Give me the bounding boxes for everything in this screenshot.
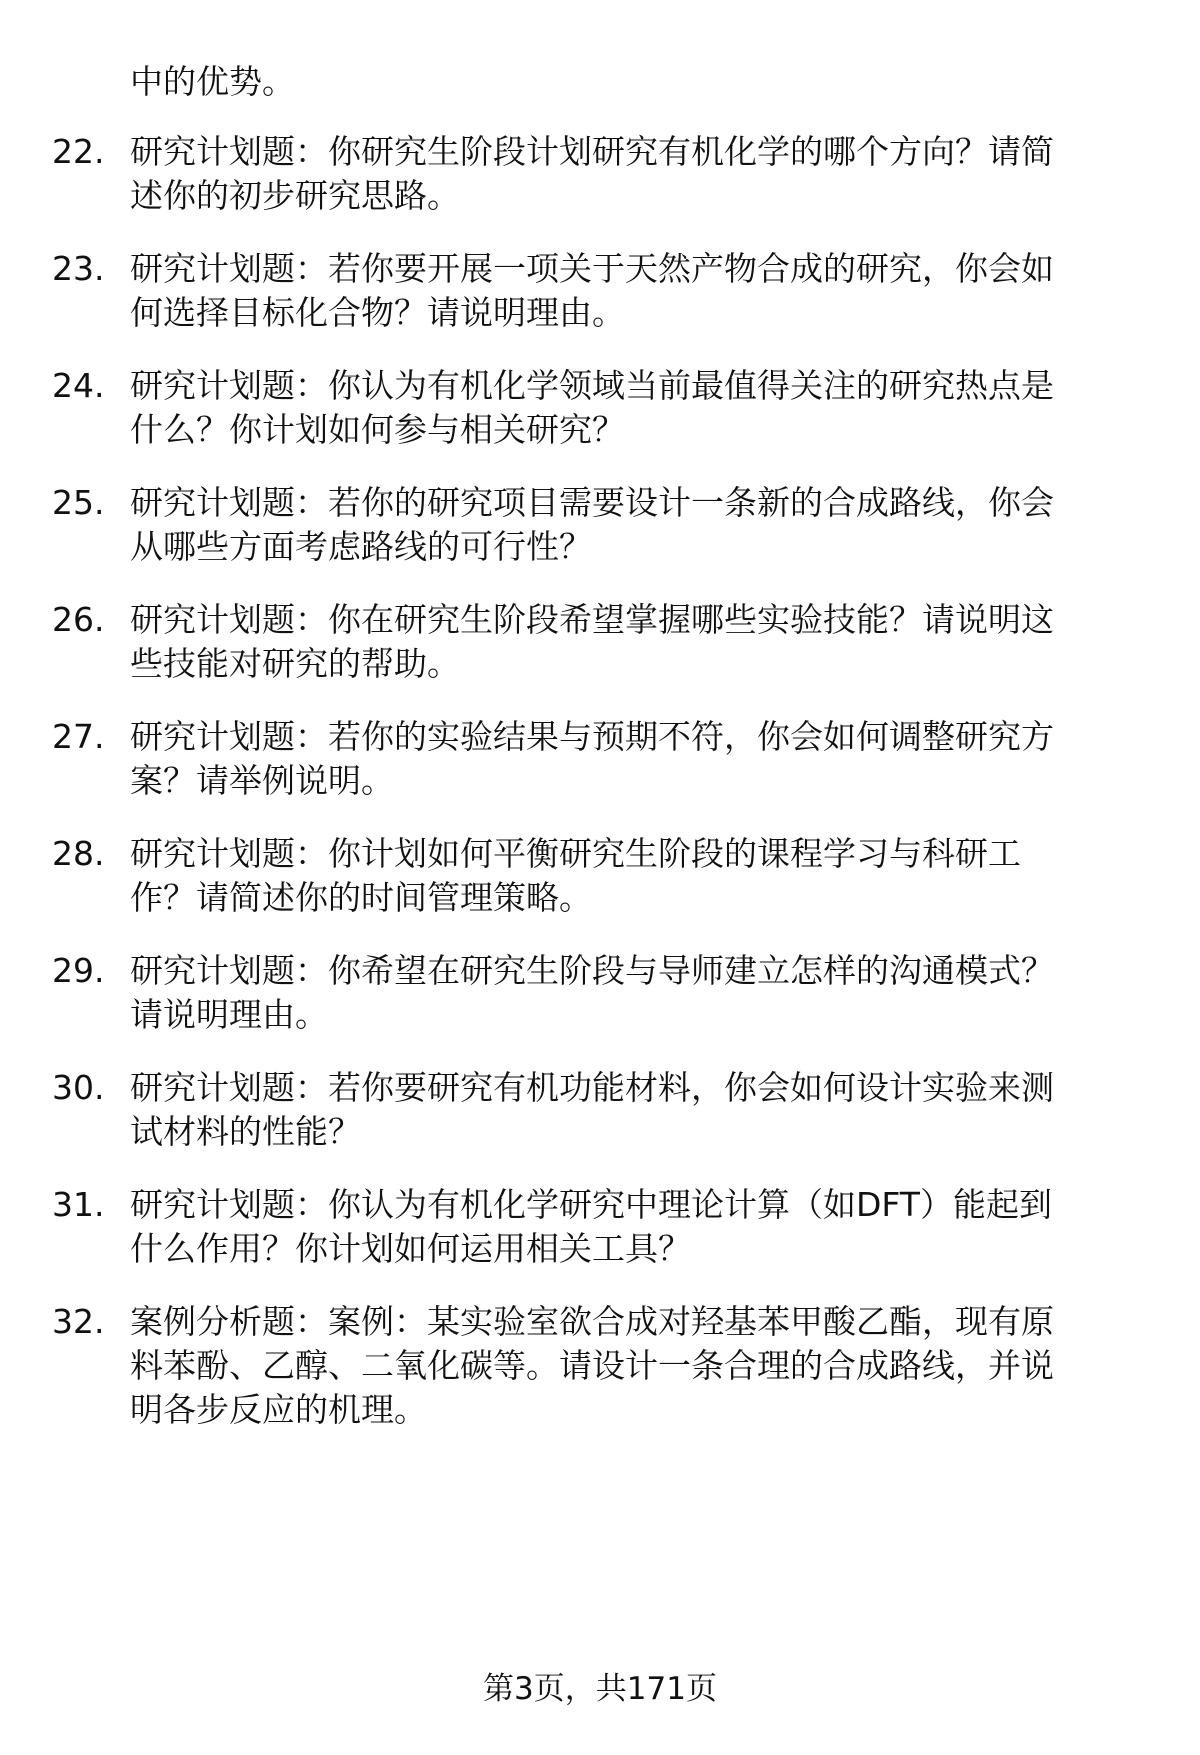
question-text-line: 研究计划题：若你要开展一项关于天然产物合成的研究，你会如: [130, 249, 1054, 288]
question-text-line: 什么作用？你计划如何运用相关工具？: [130, 1229, 691, 1268]
question-number: 27.: [52, 717, 105, 756]
question-text-line: 研究计划题：你在研究生阶段希望掌握哪些实验技能？请说明这: [130, 600, 1054, 639]
question-text-line: 从哪些方面考虑路线的可行性？: [130, 527, 592, 566]
question-text-line: 料苯酚、乙醇、二氧化碳等。请设计一条合理的合成路线，并说: [130, 1346, 1054, 1385]
question-text-line: 案？请举例说明。: [130, 761, 394, 800]
question-text-line: 作？请简述你的时间管理策略。: [130, 878, 592, 917]
question-text-line: 研究计划题：你认为有机化学研究中理论计算（如DFT）能起到: [130, 1185, 1052, 1224]
question-number: 22.: [52, 132, 105, 171]
question-text-line: 研究计划题：若你的实验结果与预期不符，你会如何调整研究方: [130, 717, 1054, 756]
question-number: 30.: [52, 1068, 105, 1107]
question-number: 28.: [52, 834, 105, 873]
question-number: 26.: [52, 600, 105, 639]
question-text-line: 案例分析题：案例：某实验室欲合成对羟基苯甲酸乙酯，现有原: [130, 1302, 1054, 1341]
question-text-line: 试材料的性能？: [130, 1112, 361, 1151]
question-text-line: 研究计划题：若你要研究有机功能材料，你会如何设计实验来测: [130, 1068, 1054, 1107]
question-text-line: 些技能对研究的帮助。: [130, 644, 460, 683]
question-number: 24.: [52, 366, 105, 405]
continued-text: 中的优势。: [130, 62, 295, 101]
question-number: 31.: [52, 1185, 105, 1224]
question-text-line: 请说明理由。: [130, 995, 328, 1034]
question-text-line: 明各步反应的机理。: [130, 1390, 427, 1429]
question-number: 25.: [52, 483, 105, 522]
question-text-line: 研究计划题：你希望在研究生阶段与导师建立怎样的沟通模式？: [130, 951, 1054, 990]
question-text-line: 何选择目标化合物？请说明理由。: [130, 293, 625, 332]
question-number: 23.: [52, 249, 105, 288]
question-text-line: 述你的初步研究思路。: [130, 176, 460, 215]
question-number: 32.: [52, 1302, 105, 1341]
question-text-line: 研究计划题：你研究生阶段计划研究有机化学的哪个方向？请简: [130, 132, 1054, 171]
question-text-line: 研究计划题：你计划如何平衡研究生阶段的课程学习与科研工: [130, 834, 1021, 873]
question-text-line: 研究计划题：若你的研究项目需要设计一条新的合成路线，你会: [130, 483, 1054, 522]
question-number: 29.: [52, 951, 105, 990]
question-text-line: 研究计划题：你认为有机化学领域当前最值得关注的研究热点是: [130, 366, 1054, 405]
page-number: 第3页，共171页: [483, 1671, 717, 1707]
question-text-line: 什么？你计划如何参与相关研究？: [130, 410, 625, 449]
